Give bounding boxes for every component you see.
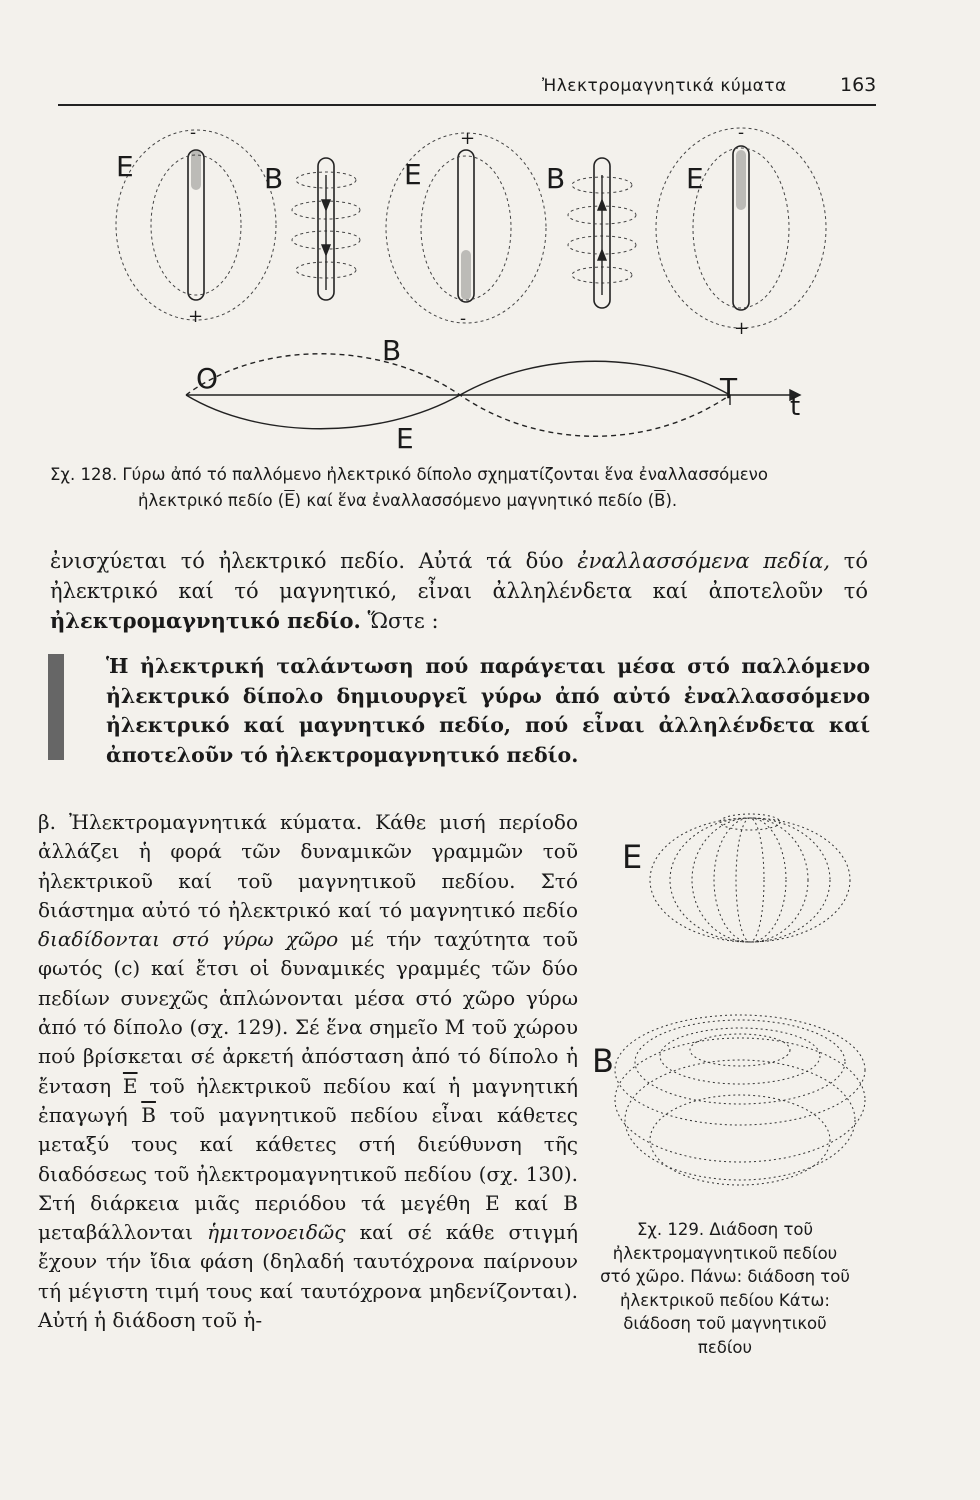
paragraph-2: β. Ἠλεκτρομαγνητικά κύματα. Κάθε μισή περίοδο ἀλλάζει ἡ φορά τῶν δυναμικῶν γραμμῶν τοῦ ἠλεκτρικοῦ καί τοῦ μαγνητικοῦ πεδίου. Στό διάστημα αὐτό τό ἠλεκτρικό καί τό μαγνητικό πεδίο διαδίδονται στό γύρω χῶρο μέ τήν ταχύτητα τοῦ φωτός (c) καί ἔτσι οἱ δυναμικές γραμμές τῶν δύο πεδίων συνεχῶς ἁπλώνονται μέσα στό χῶρο γύρω ἀπό τό δίπολο (σχ. 129). Σέ ἕνα σημεῖο Μ τοῦ χώρου πού βρίσκεται σέ ἀρκετή ἀπόσταση ἀπό τό δίπολο ἡ ἔνταση $\overline{E}$ τοῦ ἠλεκτρικοῦ πεδίου καί ἡ μαγνητική ἐπαγωγή $\overline{B}$ τοῦ μαγνητικοῦ πεδίου εἶναι κάθετες μεταξύ τους καί κάθετες στή διεύθυνση τῆς διαδόσεως τοῦ ἠλεκτρομαγνητικοῦ πεδίου (σχ. 130). Στή διάρκεια μιᾶς περιόδου τά μεγέθη Ε καί Β μεταβάλλονται ἡμιτονοειδῶς καί σέ κάθε στιγμή ἔχουν τήν ἴδια φάση (δηλαδή ταυτόχρονα παίρνουν τή μέγιστη τιμή τους καί ταυτόχρονα μηδενίζονται). Αὐτή ἡ διάδοση τοῦ ἠ- [38, 810, 578, 1333]
fig128-minus-3: - [738, 122, 745, 143]
fig128-plus-3: + [734, 318, 750, 339]
fig129-label-B: B [592, 1042, 614, 1080]
figure-129-caption: Σχ. 129. Διάδοση τοῦ ἠλεκτρομαγνητικοῦ πεδίου στό χῶρο. Πάνω: διάδοση τοῦ ἠλεκτρικοῦ πεδίου Κάτω: διάδοση τοῦ μαγνητικοῦ πεδίου [600, 1220, 850, 1357]
fig128-label-E1: E [116, 150, 134, 183]
fig128-label-E-wave: E [396, 422, 414, 455]
electric-propagation-pumpkin [650, 814, 850, 942]
boxed-statement: Ἡ ἠλεκτρική ταλάντωση πού παράγεται μέσα στό παλλόμενο ἠλεκτρικό δίπολο δημιουργεῖ γύρω ἀπό αὐτό ἐναλλασσόμενο ἠλεκτρικό καί μαγνητικό πεδίο, πού εἶναι ἀλληλένδετα καί ἀποτελοῦν τό ἠλεκτρομαγνητικό πεδίο. [106, 654, 870, 767]
page-number: 163 [840, 74, 877, 96]
paragraph-1: ἐνισχύεται τό ἠλεκτρικό πεδίο. Αὐτά τά δύο ἐναλλασσόμενα πεδία, τό ἠλεκτρικό καί τό μαγνητικό, εἶναι ἀλληλένδετα καί ἀποτελοῦν τό ἠλεκτρομαγνητικό πεδίο. Ὥστε : [50, 549, 868, 633]
running-header-title: Ἠλεκτρομαγνητικά κύματα [542, 76, 787, 96]
fig128-label-T: T [720, 372, 738, 405]
fig128-plus-2: + [460, 128, 476, 149]
fig128-label-B2: B [546, 162, 566, 195]
fig128-label-B1: B [264, 162, 284, 195]
fig128-label-O: O [196, 362, 219, 395]
fig128-minus-1: - [190, 122, 197, 143]
magnetic-propagation-torus [615, 1015, 865, 1185]
caption-line-2: ἠλεκτρικό πεδίο $(\overline{E})$ καί ἕνα ἐναλλασσόμενο μαγνητικό πεδίο $(\overline{B})$. [138, 491, 678, 510]
fig128-label-E3: E [686, 162, 704, 195]
fig128-label-B-wave: B [382, 334, 402, 367]
fig128-plus-1: + [188, 306, 204, 327]
fig128-label-E2: E [404, 158, 422, 191]
fig129-label-E: E [622, 838, 643, 876]
fig128-minus-2: - [460, 308, 467, 329]
caption-line-1: Σχ. 128. Γύρω ἀπό τό παλλόμενο ἠλεκτρικό δίπολο σχηματίζονται ἕνα ἐναλλασσόμενο [50, 465, 768, 484]
fig128-label-t: t [790, 392, 801, 422]
